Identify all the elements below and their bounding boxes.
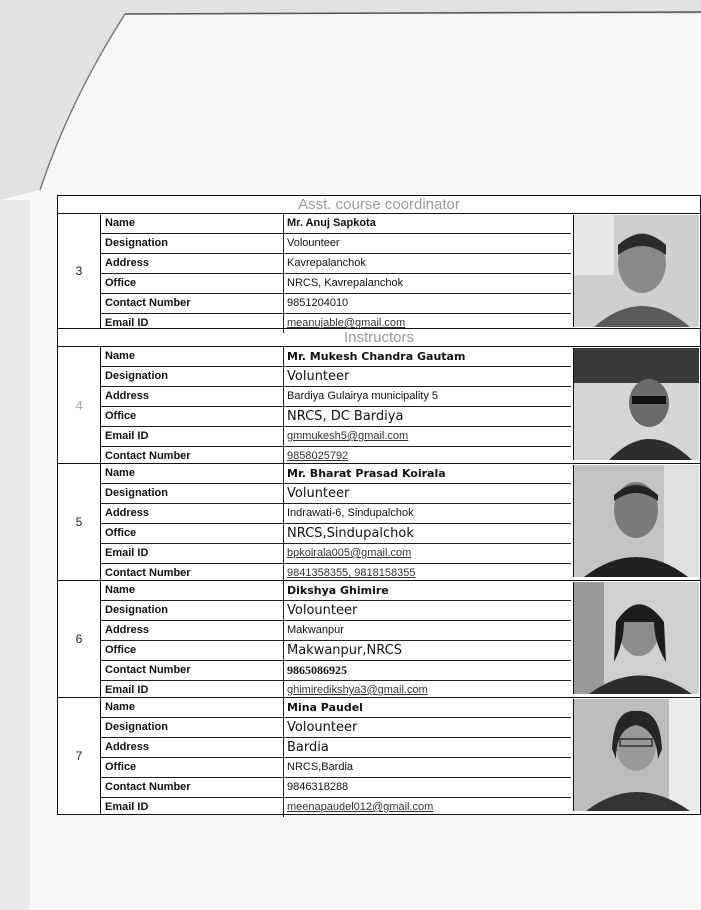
portrait-photo	[573, 348, 699, 460]
field-value: NRCS,Sindupalchok	[287, 526, 414, 541]
field-row-name	[101, 214, 571, 234]
field-value: 9865086925	[287, 663, 347, 677]
field-label: Email ID	[101, 798, 284, 817]
field-value: Volounteer	[287, 237, 340, 249]
field-label: Email ID	[101, 427, 284, 446]
field-label: Address	[101, 621, 284, 640]
field-label: Contact Number	[101, 661, 284, 680]
field-row-email	[101, 314, 571, 333]
field-label: Designation	[101, 718, 284, 737]
field-row-designation	[101, 367, 571, 387]
email-link[interactable]: meanujable@gmail.com	[287, 317, 406, 329]
entry-number: 5	[58, 464, 101, 580]
field-label: Designation	[101, 367, 284, 386]
entry-fields	[101, 347, 571, 466]
field-row-contact	[101, 294, 571, 314]
entry-number: 4	[58, 347, 101, 463]
email-link[interactable]: bpkoirala005@gmail.com	[287, 547, 412, 559]
field-value: Bardiya Gulairya municipality 5	[287, 390, 439, 402]
field-value: Bardia	[287, 740, 329, 755]
field-value: Volounteer	[287, 720, 358, 735]
field-label: Address	[101, 504, 284, 523]
bleed-through-text	[200, 70, 560, 86]
section-heading-asst-coordinator: Asst. course coordinator	[58, 196, 700, 214]
field-label: Contact Number	[101, 294, 284, 313]
field-label: Name	[101, 581, 284, 600]
field-value: NRCS,Bardia	[287, 761, 354, 773]
field-value: Mina Paudel	[287, 701, 363, 714]
email-link[interactable]: gmmukesh5@gmail.com	[287, 430, 409, 442]
field-label: Office	[101, 758, 284, 777]
entry-fields	[101, 581, 571, 700]
field-value: Volunteer	[287, 486, 350, 501]
field-row-email	[101, 427, 571, 447]
field-row-name	[101, 581, 571, 601]
field-label: Contact Number	[101, 564, 284, 583]
field-value: Makwanpur	[287, 624, 344, 636]
field-value: Indrawati-6, Sindupalchok	[287, 507, 414, 519]
portrait-photo	[573, 699, 699, 811]
field-row-name	[101, 347, 571, 367]
entry-number: 7	[58, 698, 101, 814]
field-label: Office	[101, 524, 284, 543]
field-label: Email ID	[101, 544, 284, 563]
field-label: Address	[101, 254, 284, 273]
field-label: Name	[101, 347, 284, 366]
field-value: NRCS, DC Bardiya	[287, 409, 404, 424]
field-label: Office	[101, 407, 284, 426]
field-row-contact	[101, 661, 571, 681]
field-row-email	[101, 798, 571, 817]
field-value: 9841358355, 9818158355	[287, 567, 416, 579]
field-value: 9846318288	[287, 781, 349, 793]
field-label: Contact Number	[101, 778, 284, 797]
field-row-office	[101, 407, 571, 427]
field-row-address	[101, 504, 571, 524]
field-row-designation	[101, 601, 571, 621]
portrait-photo	[573, 215, 699, 327]
field-label: Name	[101, 214, 284, 233]
field-row-office	[101, 274, 571, 294]
field-row-name	[101, 464, 571, 484]
section-heading-instructors: Instructors	[58, 329, 700, 347]
entry-block	[58, 698, 700, 815]
field-label: Address	[101, 738, 284, 757]
field-value: Mr. Bharat Prasad Koirala	[287, 467, 446, 480]
field-value: Mr. Anuj Sapkota	[287, 217, 376, 229]
field-value: NRCS, Kavrepalanchok	[287, 277, 404, 289]
field-value: 9858025792	[287, 450, 349, 462]
field-value: Volounteer	[287, 603, 358, 618]
entry-fields	[101, 214, 571, 333]
field-row-name	[101, 698, 571, 718]
portrait-photo	[573, 582, 699, 694]
field-label: Office	[101, 641, 284, 660]
field-label: Name	[101, 464, 284, 483]
entry-block	[58, 581, 700, 698]
field-label: Designation	[101, 234, 284, 253]
entry-number: 6	[58, 581, 101, 697]
field-row-designation	[101, 718, 571, 738]
field-row-designation	[101, 484, 571, 504]
participant-table	[57, 195, 701, 815]
portrait-photo	[573, 465, 699, 577]
field-row-address	[101, 621, 571, 641]
entry-number: 3	[58, 214, 101, 328]
field-value: Kavrepalanchok	[287, 257, 366, 269]
field-row-address	[101, 738, 571, 758]
field-value: Volunteer	[287, 369, 350, 384]
field-label: Name	[101, 698, 284, 717]
email-link[interactable]: meenapaudel012@gmail.com	[287, 801, 434, 813]
field-label: Designation	[101, 601, 284, 620]
field-row-office	[101, 641, 571, 661]
field-label: Contact Number	[101, 447, 284, 466]
field-row-email	[101, 544, 571, 564]
field-label: Email ID	[101, 681, 284, 700]
field-label: Office	[101, 274, 284, 293]
field-label: Address	[101, 387, 284, 406]
entry-fields	[101, 698, 571, 817]
entry-block	[58, 464, 700, 581]
field-value: 9851204010	[287, 297, 349, 309]
entry-block	[58, 214, 700, 329]
field-row-office	[101, 758, 571, 778]
field-label: Email ID	[101, 314, 284, 333]
field-label: Designation	[101, 484, 284, 503]
entry-block	[58, 347, 700, 464]
field-value: Dikshya Ghimire	[287, 584, 389, 597]
entry-fields	[101, 464, 571, 583]
field-row-address	[101, 387, 571, 407]
field-value: Makwanpur,NRCS	[287, 643, 402, 658]
email-link[interactable]: ghimiredikshya3@gmail.com	[287, 684, 428, 696]
field-row-address	[101, 254, 571, 274]
field-value: Mr. Mukesh Chandra Gautam	[287, 350, 466, 363]
field-row-contact	[101, 778, 571, 798]
field-row-office	[101, 524, 571, 544]
field-row-designation	[101, 234, 571, 254]
